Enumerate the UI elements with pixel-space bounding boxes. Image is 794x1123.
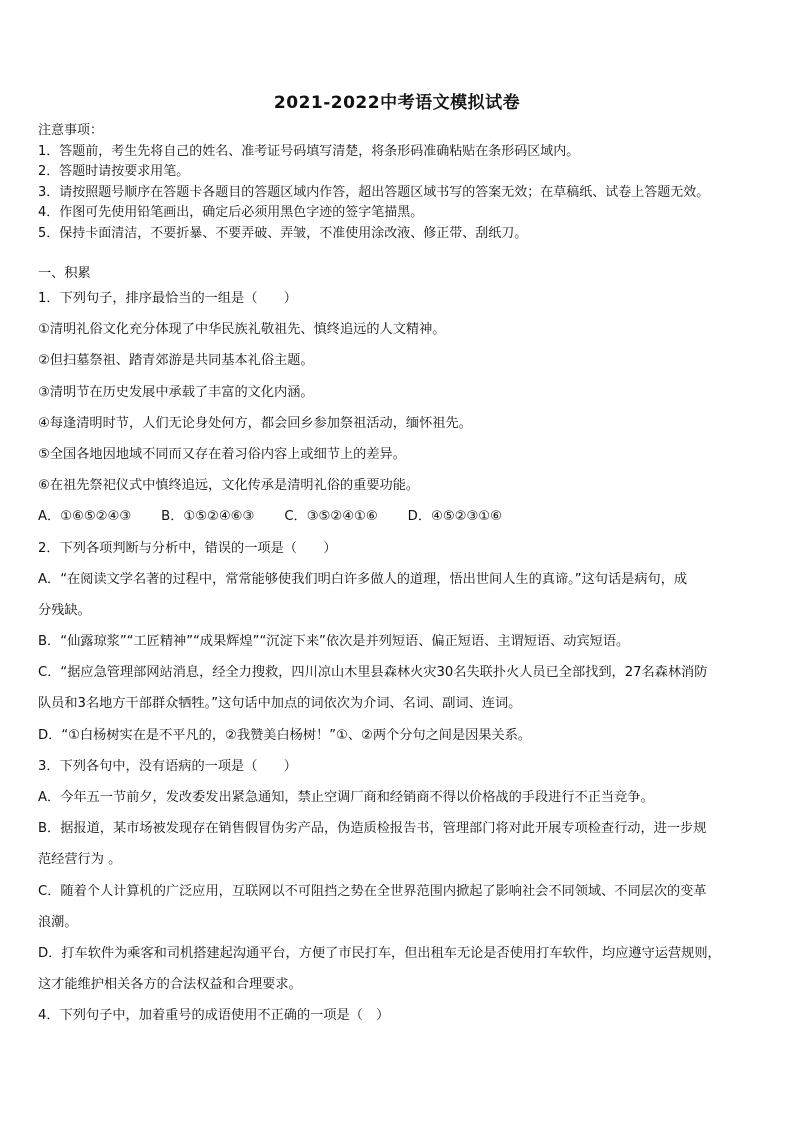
notice-item: 4．作图可先使用铅笔画出，确定后必须用黑色字迹的签字笔描黑。 xyxy=(38,205,424,221)
notice-block xyxy=(38,121,768,245)
option-d: D．④⑤②③①⑥ xyxy=(407,509,502,525)
option-c: C．③⑤②④①⑥ xyxy=(284,509,378,525)
question-1-sentence: ③清明节在历史发展中承载了丰富的文化内涵。 xyxy=(38,384,314,400)
question-2-option-a-cont: 分残缺。 xyxy=(38,602,91,618)
question-2-option-c-cont: 队员和3名地方干部群众牺牲。”这句话中加点的词依次为介词、名词、副词、连词。 xyxy=(38,696,522,712)
question-2-option-a: A．“在阅读文学名著的过程中，常常能够使我们明白许多做人的道理，悟出世间人生的真谛。”这句话是病句，成 xyxy=(38,571,688,587)
question-1-options xyxy=(38,501,758,532)
question-1-stem: 1．下列句子，排序最恰当的一组是（ ） xyxy=(38,291,297,306)
question-1-sentence: ①清明礼俗文化充分体现了中华民族礼敬祖先、慎终追远的人文精神。 xyxy=(38,322,446,338)
notice-item: 5．保持卡面清洁，不要折暴、不要弄破、弄皱，不准使用涂改液、修正带、刮纸刀。 xyxy=(38,225,528,241)
question-2-stem: 2．下列各项判断与分析中，错误的一项是（ ） xyxy=(38,540,337,556)
question-4-stem: 4．下列句子中，加着重号的成语使用不正确的一项是（ ） xyxy=(38,1008,390,1024)
question-3-option-a: A．今年五一节前夕，发改委发出紧急通知，禁止空调厂商和经销商不得以价格战的手段进行不正当竞争。 xyxy=(38,790,654,805)
question-3-option-b: B．据报道，某市场被发现存在销售假冒伪劣产品，伪造质检报告书，管理部门将对此开展专项检查行动，进一步规 xyxy=(38,821,707,837)
section-heading: 一、积累 xyxy=(38,266,91,281)
exam-title: 2021-2022中考语文模拟试卷 xyxy=(273,93,521,113)
question-body xyxy=(38,264,758,1032)
notice-item: 3．请按照题号顺序在答题卡各题目的答题区域内作答，超出答题区域书写的答案无效；在草稿纸、试卷上答题无效。 xyxy=(38,184,710,200)
notice-item: 1．答题前，考生先将自己的姓名、准考证号码填写清楚，将条形码准确粘贴在条形码区域内。 xyxy=(38,143,580,159)
question-1-sentence: ⑤全国各地因地域不同而又存在着习俗内容上或细节上的差异。 xyxy=(38,446,406,462)
question-3-stem: 3．下列各句中，没有语病的一项是（ ） xyxy=(38,758,297,774)
question-2-option-c: C．“据应急管理部网站消息，经全力搜救，四川凉山木里县森林火灾30名失联扑火人员已全部找到，27名森林消防 xyxy=(38,665,708,681)
notice-item: 2．答题时请按要求用笔。 xyxy=(38,164,190,180)
question-1-sentence: ②但扫墓祭祖、踏青郊游是共同基本礼俗主题。 xyxy=(38,353,314,369)
question-1-sentence: ⑥在祖先祭祀仪式中慎终追远，文化传承是清明礼俗的重要功能。 xyxy=(38,478,420,494)
question-3-option-d: D．打车软件为乘客和司机搭建起沟通平台，方便了市民打车，但出租车无论是否使用打车软件，均应遵守运营规则， xyxy=(38,945,721,961)
question-3-option-c-cont: 浪潮。 xyxy=(38,914,78,930)
question-2-option-d: D．“①白杨树实在是不平凡的，②我赞美白杨树！”①、②两个分句之间是因果关系。 xyxy=(38,727,532,743)
option-b: B．①⑤②④⑥③ xyxy=(161,509,255,525)
notice-heading: 注意事项： xyxy=(38,123,104,138)
question-1-sentence: ④每逢清明时节，人们无论身处何方，都会回乡参加祭祖活动，缅怀祖先。 xyxy=(38,415,472,431)
question-3-option-c: C．随着个人计算机的广泛应用，互联网以不可阻挡之势在全世界范围内掀起了影响社会不同领域、不同层次的变革 xyxy=(38,883,707,899)
option-a: A．①⑥⑤②④③ xyxy=(38,509,132,525)
question-2-option-b: B．“仙露琼浆”“工匠精神”“成果辉煌”“沉淀下来”依次是并列短语、偏正短语、主谓短语、动宾短语。 xyxy=(38,634,630,650)
question-3-option-d-cont: 这才能维护相关各方的合法权益和合理要求。 xyxy=(38,977,302,993)
question-3-option-b-cont: 范经营行为 。 xyxy=(38,852,122,868)
